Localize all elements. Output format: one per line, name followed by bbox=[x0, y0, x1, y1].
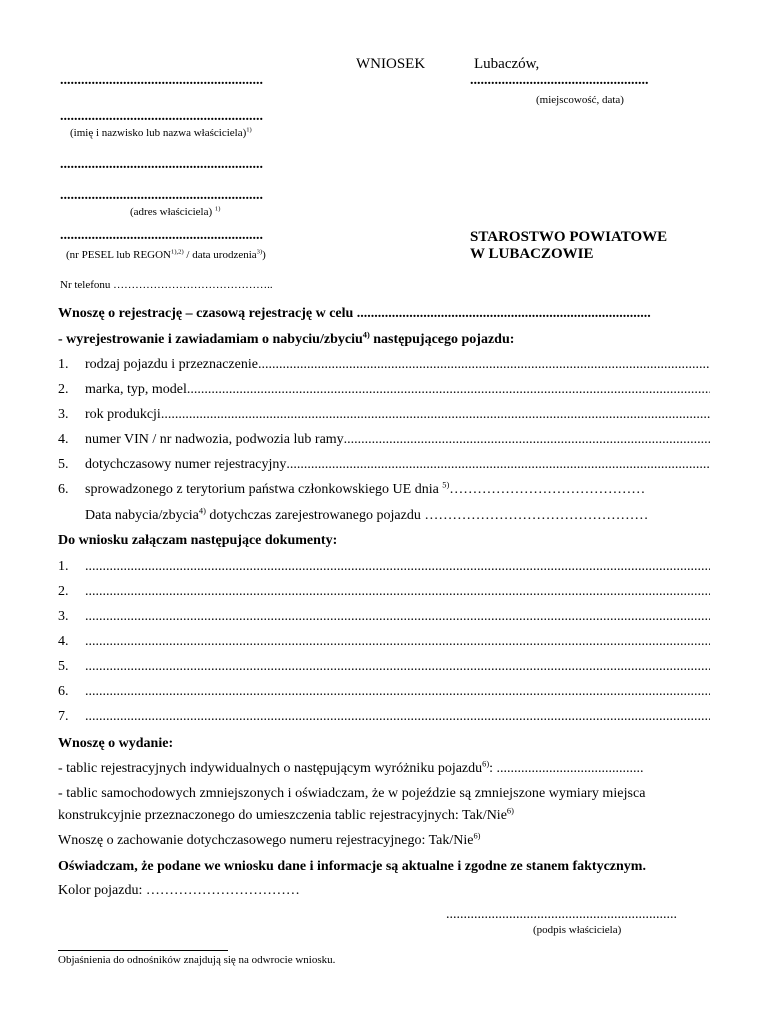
item-dots[interactable] bbox=[85, 584, 710, 600]
item-number: 4. bbox=[58, 432, 69, 447]
item-dots[interactable] bbox=[344, 432, 710, 448]
vehicle-item-2[interactable] bbox=[58, 382, 710, 398]
signature-field[interactable]: .................................................................. bbox=[446, 907, 677, 922]
form-title: WNIOSEK bbox=[356, 56, 426, 72]
phone-field[interactable]: Nr telefonu …………………………………….. bbox=[60, 279, 273, 291]
item-dots[interactable] bbox=[85, 684, 710, 700]
address-field-line-1[interactable]: .......................................................... bbox=[60, 157, 263, 172]
issue-heading: Wnoszę o wydanie: bbox=[58, 736, 174, 751]
individual-plates-line[interactable]: - tablic rejestracyjnych indywidualnych o następującym wyróżniku pojazdu$^{6)}$: .......................................... bbox=[58, 759, 644, 776]
reduced-plates-line-1: - tablic samochodowych zmniejszonych i oświadczam, że w pojeździe są zmniejszone wymiary miejsca bbox=[58, 786, 646, 801]
item-dots[interactable] bbox=[286, 457, 710, 473]
deregistration-line: - wyrejestrowanie i zawiadamiam o nabyciu/zbyciu$^{4)}$ następującego pojazdu: bbox=[58, 330, 515, 347]
footnote: Objaśnienia do odnośników znajdują się na odwrocie wniosku. bbox=[58, 954, 336, 966]
owner-name-caption: (imię i nazwisko lub nazwa właściciela)$^{1)}$ bbox=[70, 126, 252, 139]
item-number: 6. bbox=[58, 482, 69, 497]
vehicle-color-field[interactable]: Kolor pojazdu: …………………………… bbox=[58, 883, 300, 898]
item-dots[interactable] bbox=[85, 559, 710, 575]
document-item-7[interactable] bbox=[58, 709, 710, 725]
item-number: 5. bbox=[58, 659, 69, 674]
place-date-field[interactable]: ................................................... bbox=[470, 73, 649, 88]
reduced-plates-line-2[interactable]: konstrukcyjnie przeznaczonego do umieszczenia tablic rejestracyjnych: Tak/Nie$^{6)}$ bbox=[58, 806, 514, 823]
item-label: numer VIN / nr nadwozia, podwozia lub ramy bbox=[85, 432, 344, 447]
item-label: rodzaj pojazdu i przeznaczenie bbox=[85, 357, 258, 372]
item-number: 5. bbox=[58, 457, 69, 472]
place-date-caption: (miejscowość, data) bbox=[536, 94, 624, 106]
office-name-line-1: STAROSTWO POWIATOWE bbox=[470, 229, 668, 245]
item-label: rok produkcji bbox=[85, 407, 161, 422]
name-field-line-2[interactable]: .......................................................... bbox=[60, 109, 263, 124]
address-field-line-2[interactable]: .......................................................... bbox=[60, 188, 263, 203]
item-dots[interactable] bbox=[85, 634, 710, 650]
item-number: 1. bbox=[58, 357, 69, 372]
pesel-caption: (nr PESEL lub $REGON^{1),2)}$ / data urodzenia$^{3)}$) bbox=[66, 248, 266, 261]
address-caption: (adres właściciela) $^{1)}$ bbox=[130, 205, 221, 218]
item-dots[interactable] bbox=[161, 407, 710, 423]
item-dots[interactable] bbox=[187, 382, 710, 398]
vehicle-item-1[interactable] bbox=[58, 357, 710, 373]
document-item-4[interactable] bbox=[58, 634, 710, 650]
document-item-1[interactable] bbox=[58, 559, 710, 575]
item-number: 3. bbox=[58, 407, 69, 422]
acquisition-date-line[interactable]: Data nabycia/zbycia$^{4)}$ dotychczas zarejestrowanego pojazdu ………………………………………… bbox=[85, 506, 649, 523]
declaration: Oświadczam, że podane we wniosku dane i informacje są aktualne i zgodne ze stanem faktycznym. bbox=[58, 859, 646, 874]
document-item-3[interactable] bbox=[58, 609, 710, 625]
vehicle-item-5[interactable] bbox=[58, 457, 710, 473]
keep-number-line[interactable]: Wnoszę o zachowanie dotychczasowego numeru rejestracyjnego: Tak/Nie$^{6)}$ bbox=[58, 831, 481, 848]
vehicle-item-4[interactable] bbox=[58, 432, 710, 448]
item-dots[interactable] bbox=[85, 609, 710, 625]
item-label: marka, typ, model bbox=[85, 382, 187, 397]
item-dots[interactable] bbox=[85, 709, 710, 725]
item-number: 2. bbox=[58, 382, 69, 397]
document-item-2[interactable] bbox=[58, 584, 710, 600]
item-number: 7. bbox=[58, 709, 69, 724]
registration-request-line[interactable]: Wnoszę o rejestrację – czasową rejestrację w celu .................................................................................... bbox=[58, 306, 651, 321]
item-dots[interactable] bbox=[85, 659, 710, 675]
document-item-5[interactable] bbox=[58, 659, 710, 675]
item-dots[interactable]: …………………………………… bbox=[449, 482, 646, 497]
item-number: 1. bbox=[58, 559, 69, 574]
pesel-field[interactable]: .......................................................... bbox=[60, 228, 263, 243]
item-number: 6. bbox=[58, 684, 69, 699]
document-item-6[interactable] bbox=[58, 684, 710, 700]
name-field-line-1[interactable]: .......................................................... bbox=[60, 73, 263, 88]
item-number: 4. bbox=[58, 634, 69, 649]
item-number: 2. bbox=[58, 584, 69, 599]
footnote-divider bbox=[58, 950, 228, 951]
vehicle-item-6[interactable] bbox=[58, 482, 710, 498]
item-label: dotychczasowy numer rejestracyjny bbox=[85, 457, 287, 472]
item-dots[interactable] bbox=[258, 357, 710, 373]
city-name: Lubaczów, bbox=[474, 56, 540, 72]
documents-heading: Do wniosku załączam następujące dokumenty: bbox=[58, 533, 338, 548]
item-number: 3. bbox=[58, 609, 69, 624]
office-name-line-2: W LUBACZOWIE bbox=[470, 246, 594, 262]
vehicle-item-3[interactable] bbox=[58, 407, 710, 423]
signature-caption: (podpis właściciela) bbox=[533, 924, 622, 936]
item-label: sprowadzonego z terytorium państwa członkowskiego UE dnia $^{5)}$ bbox=[85, 480, 450, 497]
